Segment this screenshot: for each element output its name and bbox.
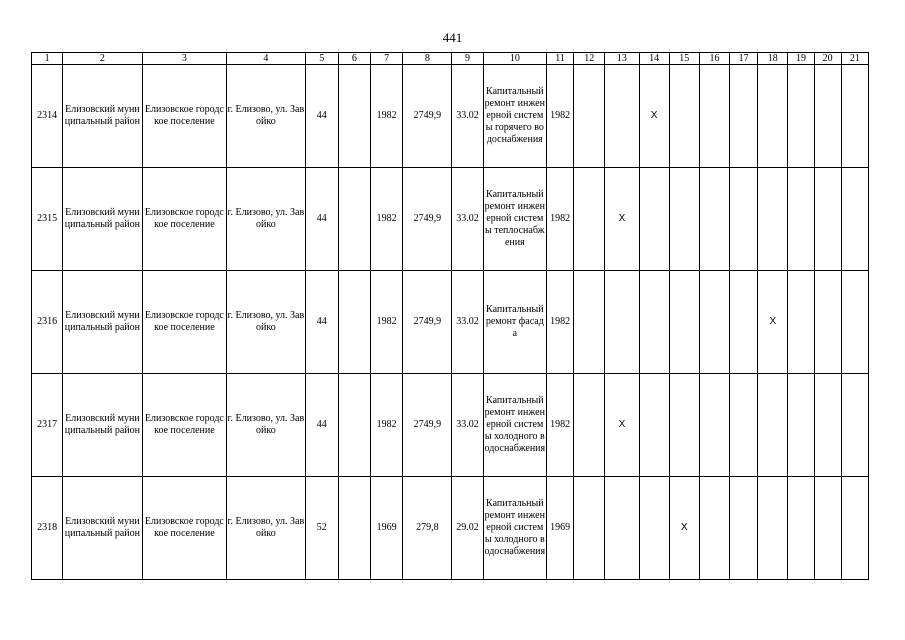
cell-col-11: 1982 <box>547 374 574 477</box>
row-number: 2317 <box>32 374 63 477</box>
column-header: 14 <box>639 53 669 65</box>
cell-col-11: 1969 <box>547 477 574 580</box>
work-type-cell: Капитальный ремонт инженерной системы холодного водоснабжения <box>483 477 546 580</box>
cell-col-16 <box>699 477 729 580</box>
cell-col-16 <box>699 271 729 374</box>
address-cell: г. Елизово, ул. Завойко <box>227 374 305 477</box>
cell-col-13 <box>605 477 639 580</box>
area-cell: 279,8 <box>403 477 452 580</box>
cell-col-19 <box>788 271 814 374</box>
cell-col-12 <box>574 374 605 477</box>
cell-col-11: 1982 <box>547 271 574 374</box>
cell-col-14: X <box>639 65 669 168</box>
column-header: 3 <box>142 53 227 65</box>
cell-col-15 <box>669 271 699 374</box>
wear-cell: 33.02 <box>452 168 483 271</box>
row-number: 2316 <box>32 271 63 374</box>
column-header: 12 <box>574 53 605 65</box>
area-cell: 2749,9 <box>403 65 452 168</box>
house-number-cell: 52 <box>305 477 338 580</box>
column-header: 6 <box>338 53 370 65</box>
cell-col-14 <box>639 477 669 580</box>
column-header: 1 <box>32 53 63 65</box>
cell-col-21 <box>841 65 868 168</box>
column-header: 16 <box>699 53 729 65</box>
cell-col-16 <box>699 65 729 168</box>
column-header: 2 <box>63 53 142 65</box>
cell-col-17 <box>730 374 758 477</box>
cell-col-6 <box>338 168 370 271</box>
address-cell: г. Елизово, ул. Завойко <box>227 477 305 580</box>
column-header: 19 <box>788 53 814 65</box>
cell-col-15 <box>669 374 699 477</box>
table-row <box>32 168 869 271</box>
work-type-cell: Капитальный ремонт инженерной системы холодного водоснабжения <box>483 374 546 477</box>
cell-col-15 <box>669 168 699 271</box>
column-header: 15 <box>669 53 699 65</box>
column-header: 5 <box>305 53 338 65</box>
cell-col-15 <box>669 65 699 168</box>
column-header: 21 <box>841 53 868 65</box>
cell-col-21 <box>841 271 868 374</box>
year-built-cell: 1982 <box>370 271 402 374</box>
wear-cell: 33.02 <box>452 65 483 168</box>
wear-cell: 33.02 <box>452 271 483 374</box>
cell-col-14 <box>639 271 669 374</box>
year-built-cell: 1982 <box>370 168 402 271</box>
area-cell: 2749,9 <box>403 168 452 271</box>
district-cell: Елизовский муниципальный район <box>63 477 142 580</box>
cell-col-12 <box>574 477 605 580</box>
column-header: 13 <box>605 53 639 65</box>
cell-col-13: X <box>605 168 639 271</box>
cell-col-17 <box>730 168 758 271</box>
year-built-cell: 1982 <box>370 374 402 477</box>
row-number: 2315 <box>32 168 63 271</box>
table-row <box>32 477 869 580</box>
column-header: 9 <box>452 53 483 65</box>
table-row <box>32 374 869 477</box>
cell-col-19 <box>788 65 814 168</box>
cell-col-20 <box>814 374 841 477</box>
cell-col-18 <box>758 477 788 580</box>
table-row <box>32 271 869 374</box>
cell-col-21 <box>841 477 868 580</box>
cell-col-18 <box>758 168 788 271</box>
cell-col-11: 1982 <box>547 65 574 168</box>
work-type-cell: Капитальный ремонт инженерной системы теплоснабжения <box>483 168 546 271</box>
cell-col-15: X <box>669 477 699 580</box>
cell-col-19 <box>788 168 814 271</box>
column-header: 7 <box>370 53 402 65</box>
district-cell: Елизовский муниципальный район <box>63 271 142 374</box>
column-header: 4 <box>227 53 305 65</box>
page-number: 441 <box>442 30 463 45</box>
cell-col-21 <box>841 168 868 271</box>
district-cell: Елизовский муниципальный район <box>63 65 142 168</box>
cell-col-13 <box>605 271 639 374</box>
settlement-cell: Елизовское городское поселение <box>142 168 227 271</box>
row-number: 2314 <box>32 65 63 168</box>
cell-col-18 <box>758 374 788 477</box>
district-cell: Елизовский муниципальный район <box>63 168 142 271</box>
house-number-cell: 44 <box>305 271 338 374</box>
settlement-cell: Елизовское городское поселение <box>142 65 227 168</box>
cell-col-14 <box>639 374 669 477</box>
cell-col-17 <box>730 65 758 168</box>
cell-col-20 <box>814 168 841 271</box>
area-cell: 2749,9 <box>403 271 452 374</box>
cell-col-19 <box>788 374 814 477</box>
column-header: 8 <box>403 53 452 65</box>
cell-col-20 <box>814 477 841 580</box>
wear-cell: 33.02 <box>452 374 483 477</box>
column-header: 10 <box>483 53 546 65</box>
column-header: 18 <box>758 53 788 65</box>
cell-col-21 <box>841 374 868 477</box>
cell-col-19 <box>788 477 814 580</box>
address-cell: г. Елизово, ул. Завойко <box>227 271 305 374</box>
cell-col-13 <box>605 65 639 168</box>
repair-schedule-table <box>31 52 869 580</box>
column-header: 11 <box>547 53 574 65</box>
cell-col-12 <box>574 168 605 271</box>
column-header: 20 <box>814 53 841 65</box>
cell-col-6 <box>338 65 370 168</box>
cell-col-14 <box>639 168 669 271</box>
district-cell: Елизовский муниципальный район <box>63 374 142 477</box>
wear-cell: 29.02 <box>452 477 483 580</box>
cell-col-17 <box>730 271 758 374</box>
settlement-cell: Елизовское городское поселение <box>142 477 227 580</box>
cell-col-18: X <box>758 271 788 374</box>
cell-col-6 <box>338 271 370 374</box>
cell-col-16 <box>699 168 729 271</box>
house-number-cell: 44 <box>305 65 338 168</box>
table-row <box>32 65 869 168</box>
cell-col-12 <box>574 271 605 374</box>
address-cell: г. Елизово, ул. Завойко <box>227 168 305 271</box>
settlement-cell: Елизовское городское поселение <box>142 374 227 477</box>
work-type-cell: Капитальный ремонт инженерной системы горячего водоснабжения <box>483 65 546 168</box>
house-number-cell: 44 <box>305 168 338 271</box>
address-cell: г. Елизово, ул. Завойко <box>227 65 305 168</box>
cell-col-20 <box>814 65 841 168</box>
cell-col-6 <box>338 374 370 477</box>
cell-col-18 <box>758 65 788 168</box>
area-cell: 2749,9 <box>403 374 452 477</box>
cell-col-12 <box>574 65 605 168</box>
cell-col-13: X <box>605 374 639 477</box>
settlement-cell: Елизовское городское поселение <box>142 271 227 374</box>
year-built-cell: 1969 <box>370 477 402 580</box>
house-number-cell: 44 <box>305 374 338 477</box>
column-header: 17 <box>730 53 758 65</box>
column-number-row <box>32 53 869 65</box>
cell-col-6 <box>338 477 370 580</box>
cell-col-16 <box>699 374 729 477</box>
work-type-cell: Капитальный ремонт фасада <box>483 271 546 374</box>
cell-col-11: 1982 <box>547 168 574 271</box>
cell-col-17 <box>730 477 758 580</box>
year-built-cell: 1982 <box>370 65 402 168</box>
row-number: 2318 <box>32 477 63 580</box>
cell-col-20 <box>814 271 841 374</box>
